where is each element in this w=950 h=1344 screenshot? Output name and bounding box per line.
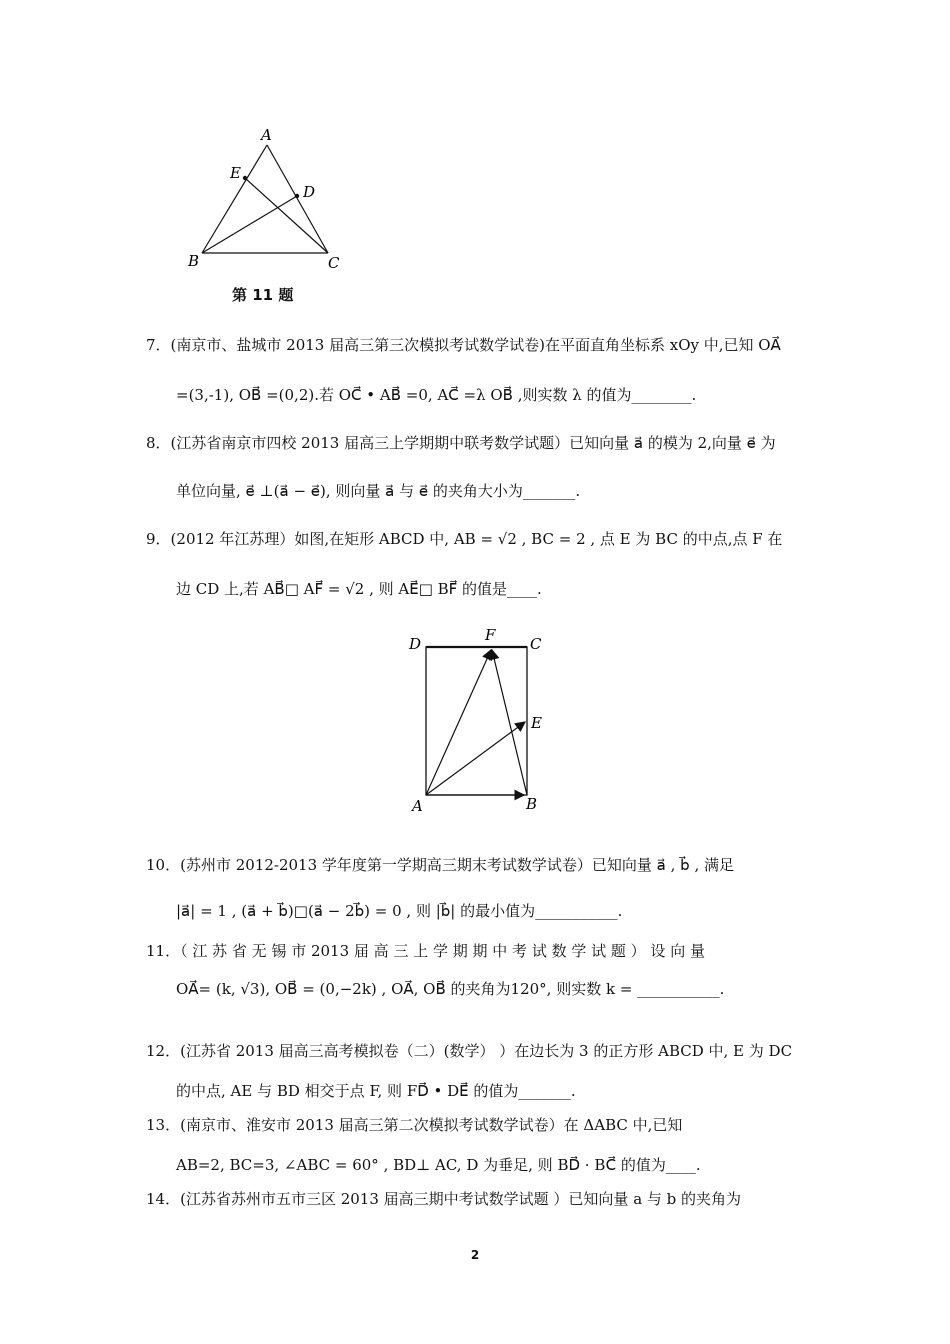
problem-12-line-1: 12．(江苏省 2013 届高三高考模拟卷（二）(数学） ）在边长为 3 的正方形 ABCD 中, E 为 DC: [146, 1042, 793, 1060]
problem-10-line-1: 10．(苏州市 2012-2013 学年度第一学期高三期末考试数学试卷）已知向量 a⃗ , b⃗ , 满足: [146, 856, 734, 874]
label-F: F: [485, 626, 496, 644]
label-B: B: [526, 795, 538, 813]
problem-8-line-2: 单位向量, e⃗ ⊥(a⃗ − e⃗), 则向量 a⃗ 与 e⃗ 的夹角大小为_______.: [176, 482, 581, 500]
problem-10-line-2: |a⃗| = 1 , (a⃗ + b⃗)□(a⃗ − 2b⃗) = 0 , 则 |b⃗| 的最小值为___________.: [176, 902, 623, 920]
problem-7-line-1: 7．(南京市、盐城市 2013 届高三第三次模拟考试数学试卷)在平面直角坐标系 xOy 中,已知 OA⃗: [146, 336, 781, 354]
problem-8-line-1: 8．(江苏省南京市四校 2013 届高三上学期期中联考数学试题）已知向量 a⃗ 的模为 2,向量 e⃗ 为: [146, 434, 776, 452]
problem-14-line-1: 14．(江苏省苏州市五市三区 2013 届高三期中考试数学试题 ）已知向量 a 与 b 的夹角为: [146, 1190, 742, 1208]
problem-9-line-2: 边 CD 上,若 AB⃗□ AF⃗ = √2 , 则 AE⃗□ BF⃗ 的值是____.: [176, 580, 542, 598]
triangle-figure: [180, 120, 350, 280]
rectangle-figure: [400, 625, 560, 820]
label-A: A: [412, 797, 423, 815]
problem-11-line-1: 11．（ 江 苏 省 无 锡 市 2013 届 高 三 上 学 期 期 中 考 试 数 学 试 题 ） 设 向 量: [146, 942, 705, 960]
label-E: E: [531, 714, 542, 732]
problem-9-line-1: 9．(2012 年江苏理）如图,在矩形 ABCD 中, AB = √2 , BC = 2 , 点 E 为 BC 的中点,点 F 在: [146, 530, 783, 548]
label-D: D: [409, 635, 422, 653]
figure-caption: 第 11 题: [232, 286, 294, 304]
problem-7-line-2: =(3,-1), OB⃗ =(0,2).若 OC⃗ • AB⃗ =0, AC⃗ =λ OB⃗ ,则实数 λ 的值为________.: [176, 386, 697, 404]
page-number: 2: [470, 1248, 480, 1262]
label-C: C: [328, 254, 340, 272]
label-E: E: [230, 164, 241, 182]
problem-13-line-2: AB=2, BC=3, ∠ABC = 60° , BD⊥ AC, D 为垂足, 则 BD⃗ · BC⃗ 的值为____.: [176, 1156, 701, 1174]
label-D: D: [303, 183, 316, 201]
problem-13-line-1: 13．(南京市、淮安市 2013 届高三第二次模拟考试数学试卷）在 ΔABC 中,已知: [146, 1116, 683, 1134]
problem-12-line-2: 的中点, AE 与 BD 相交于点 F, 则 FD⃗ • DE⃗ 的值为_______.: [176, 1082, 576, 1100]
label-A: A: [261, 126, 272, 144]
problem-11-line-2: OA⃗= (k, √3), OB⃗ = (0,−2k) , OA⃗, OB⃗ 的夹角为120°, 则实数 k = ___________.: [176, 980, 725, 998]
label-B: B: [188, 252, 200, 270]
label-C: C: [530, 635, 542, 653]
